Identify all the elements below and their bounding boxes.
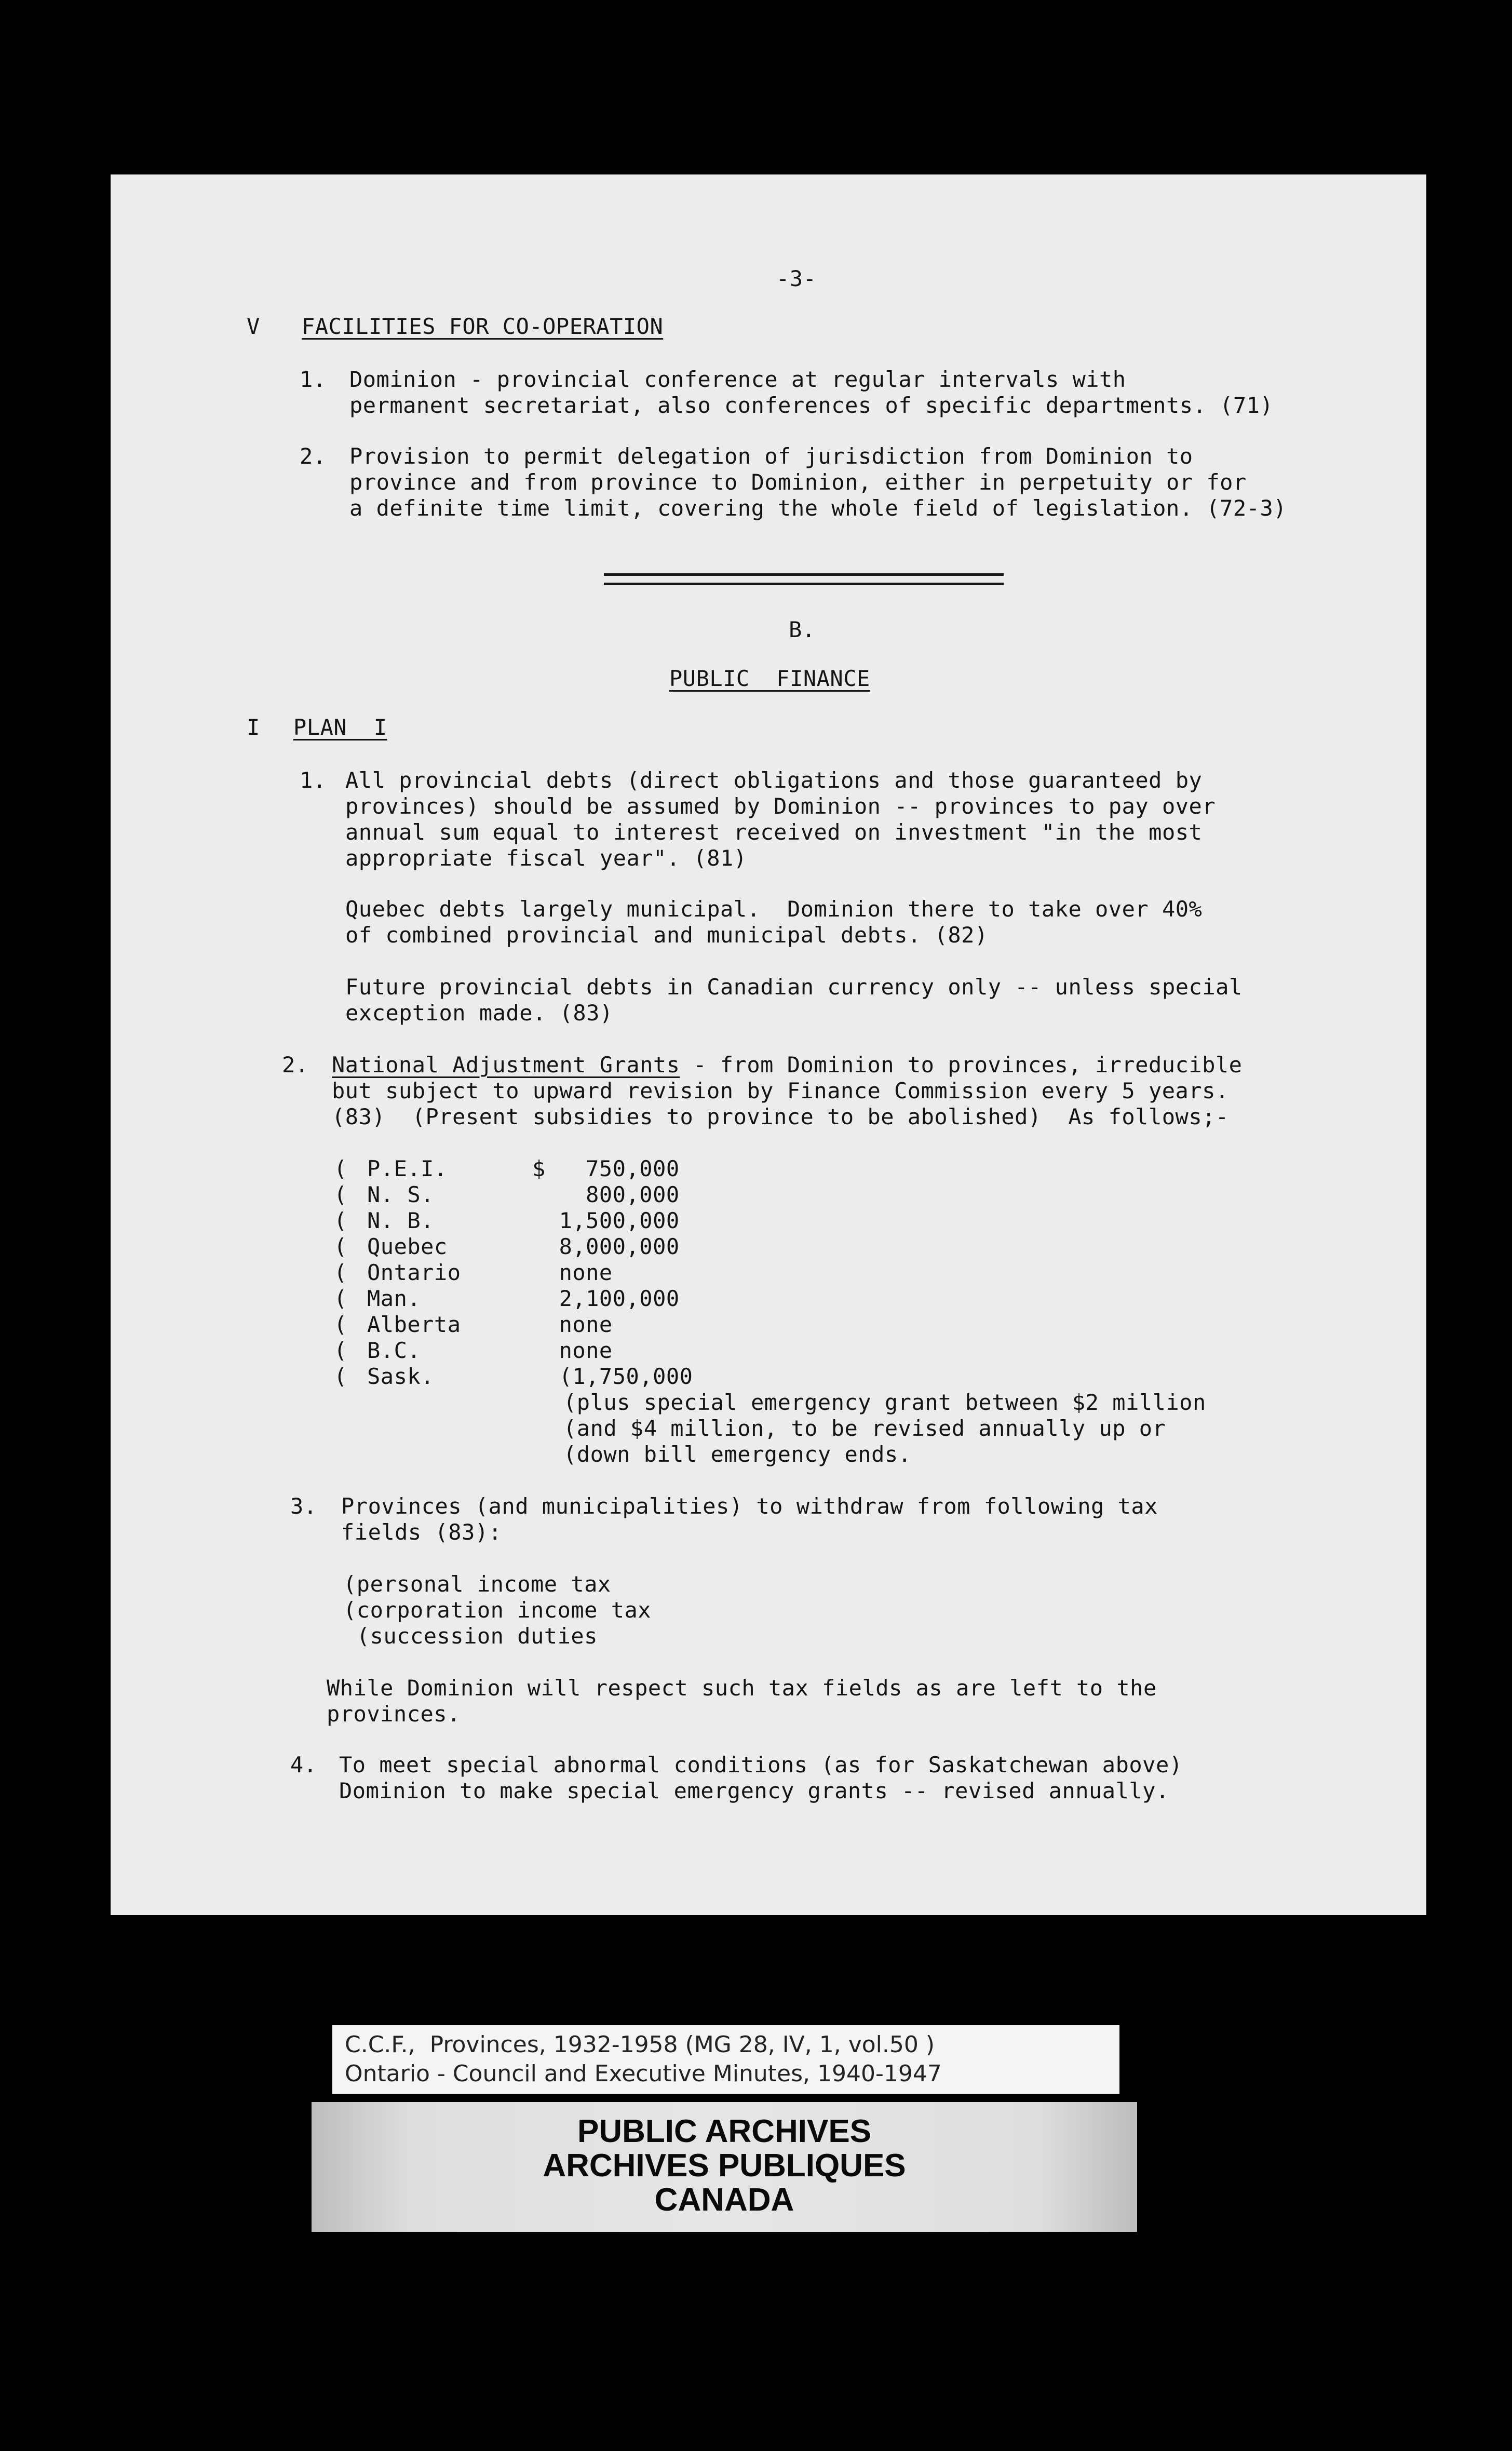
paragraph-line: but subject to upward revision by Finance Commission every 5 years.: [332, 1078, 1229, 1103]
paragraph-line: Provision to permit delegation of jurisdiction from Dominion to: [349, 443, 1193, 469]
paragraph-line: All provincial debts (direct obligations and those guaranteed by: [345, 767, 1203, 793]
paragraph-line: Quebec debts largely municipal. Dominion there to take over 40%: [345, 896, 1203, 922]
paragraph-line: (83) (Present subsidies to province to be abolished) As follows;-: [332, 1104, 1229, 1129]
paragraph-line: provinces) should be assumed by Dominion -- provinces to pay over: [345, 793, 1216, 819]
plan-heading: PLAN I: [293, 715, 387, 740]
province-name: N. B.: [367, 1208, 434, 1233]
paragraph-line: a definite time limit, covering the whole field of legislation. (72-3): [349, 495, 1287, 521]
province-name: N. S.: [367, 1182, 434, 1207]
bracket-mark: (: [334, 1260, 347, 1285]
bracket-mark: (: [334, 1286, 347, 1311]
paragraph-line: permanent secretariat, also conferences of specific departments. (71): [349, 393, 1274, 418]
province-name: Ontario: [367, 1260, 461, 1285]
province-name: P.E.I.: [367, 1156, 448, 1181]
archive-label-line: Ontario - Council and Executive Minutes, 1940-1947: [345, 2061, 942, 2087]
grant-amount: 800,000: [532, 1182, 680, 1207]
paragraph-line: exception made. (83): [345, 1000, 613, 1026]
plan-numeral: I: [247, 715, 260, 740]
section-numeral: V: [247, 314, 260, 339]
grant-amount: none: [532, 1312, 613, 1337]
grant-amount: 8,000,000: [532, 1234, 680, 1259]
paragraph-line: Future provincial debts in Canadian currency only -- unless special: [345, 974, 1243, 1000]
bracket-mark: (: [334, 1312, 347, 1337]
part-letter: B.: [789, 617, 816, 642]
paragraph-line: annual sum equal to interest received on investment "in the most: [345, 819, 1203, 845]
paragraph-line: province and from province to Dominion, either in perpetuity or for: [349, 469, 1247, 495]
grant-amount: (1,750,000: [532, 1364, 693, 1389]
province-name: Sask.: [367, 1364, 434, 1389]
page-number: -3-: [776, 266, 817, 291]
list-item-number: 2.: [300, 443, 327, 469]
part-title: PUBLIC FINANCE: [669, 666, 870, 691]
paragraph-line: While Dominion will respect such tax fields as are left to the: [327, 1675, 1157, 1701]
stamp-line: CANADA: [654, 2182, 794, 2218]
bracket-mark: (: [334, 1234, 347, 1259]
paragraph-line: of combined provincial and municipal debts. (82): [345, 922, 988, 948]
paragraph-line: [332, 1052, 1242, 1078]
sask-note-line: (plus special emergency grant between $2 million: [563, 1390, 1206, 1415]
archive-label-line: C.C.F., Provinces, 1932-1958 (MG 28, IV, 1, vol.50 ): [345, 2031, 935, 2058]
paragraph-line: Dominion - provincial conference at regular intervals with: [349, 367, 1126, 392]
archives-stamp: [312, 2102, 1137, 2232]
sask-note-line: (and $4 million, to be revised annually up or: [563, 1416, 1166, 1441]
grant-amount: none: [532, 1260, 613, 1285]
list-item-number: 1.: [300, 367, 327, 392]
bracket-mark: (: [334, 1156, 347, 1181]
list-item-number: 3.: [290, 1493, 317, 1519]
grant-amount: $ 750,000: [532, 1156, 680, 1181]
paragraph-line: fields (83):: [341, 1519, 502, 1545]
archive-label: [332, 2025, 1119, 2094]
list-item-number: 2.: [282, 1052, 309, 1078]
province-name: B.C.: [367, 1338, 421, 1363]
paragraph-line: Dominion to make special emergency grants -- revised annually.: [339, 1778, 1169, 1803]
province-name: Alberta: [367, 1312, 461, 1337]
divider-rule: [604, 583, 1004, 585]
document-page: [111, 174, 1426, 1915]
section-heading: FACILITIES FOR CO-OPERATION: [302, 314, 664, 339]
bracket-mark: (: [334, 1208, 347, 1233]
stamp-line: ARCHIVES PUBLIQUES: [543, 2148, 906, 2184]
bracket-mark: (: [334, 1338, 347, 1363]
tax-field: (corporation income tax: [343, 1597, 652, 1623]
bracket-mark: (: [334, 1364, 347, 1389]
stamp-line: PUBLIC ARCHIVES: [577, 2113, 872, 2149]
paragraph-line: To meet special abnormal conditions (as for Saskatchewan above): [339, 1752, 1183, 1777]
list-item-number: 4.: [290, 1752, 317, 1777]
grants-heading: National Adjustment Grants: [332, 1052, 680, 1078]
paragraph-line: Provinces (and municipalities) to withdraw from following tax: [341, 1493, 1158, 1519]
tax-field: (succession duties: [343, 1623, 598, 1649]
paragraph-line: provinces.: [327, 1701, 461, 1727]
grants-heading-rest: - from Dominion to provinces, irreducible: [680, 1052, 1243, 1078]
province-name: Man.: [367, 1286, 421, 1311]
tax-field: (personal income tax: [343, 1571, 611, 1597]
bracket-mark: (: [334, 1182, 347, 1207]
paragraph-line: appropriate fiscal year". (81): [345, 845, 747, 871]
sask-note-line: (down bill emergency ends.: [563, 1442, 912, 1467]
divider-rule: [604, 573, 1004, 576]
list-item-number: 1.: [300, 767, 327, 793]
grant-amount: 2,100,000: [532, 1286, 680, 1311]
grant-amount: 1,500,000: [532, 1208, 680, 1233]
province-name: Quebec: [367, 1234, 448, 1259]
grant-amount: none: [532, 1338, 613, 1363]
